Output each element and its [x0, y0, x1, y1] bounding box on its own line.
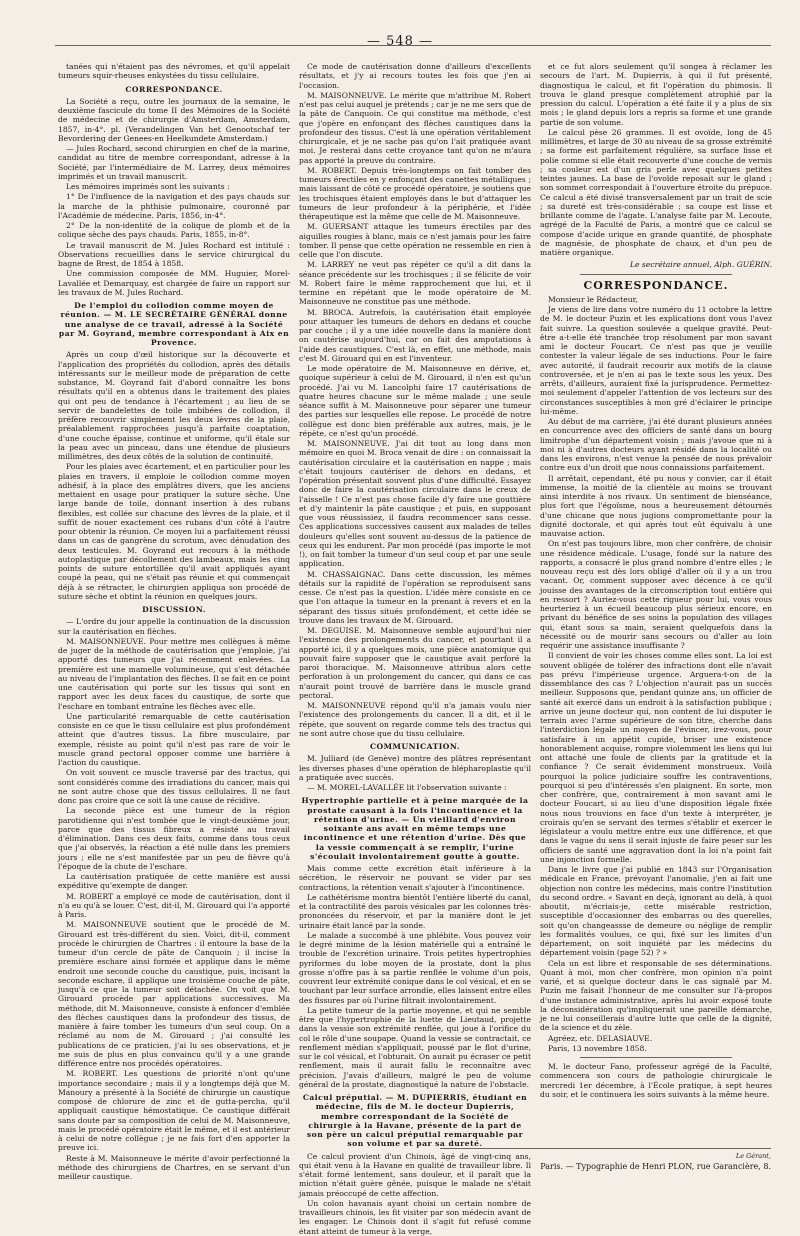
paragraph: 2° De la non-identité de la colique de plomb et de la colique sèche des pays chauds. Paris, 1855, in-8°. — [58, 221, 290, 240]
paragraph: tanées qui n'étaient pas des névromes, et qu'il appelait tumeurs squir-rheuses enkystées du tissu cellulaire. — [58, 62, 290, 81]
paragraph: M. le docteur Fano, professeur agrégé de la Faculté, commencera son cours de pathologie chirurgicale le mercredi 1er décembre, à l'École pratique, à sept heures du soir, et le continuera les soirs suivants à la même heure. — [540, 1062, 772, 1099]
paragraph: M. ROBERT. Depuis très-longtemps on fait tomber des tumeurs érectiles en y enfonçant des canettes métalliques ; mais laissant de côté ce procédé opératoire, je soutiens que les trochisques étaient employés dans le but d'attaquer les tumeurs de leur profondeur à la périphérie, et l'idée thérapeutique est la même que celle de M. Maisonneuve. — [299, 165, 531, 221]
paragraph: Monsieur le Rédacteur, — [548, 294, 638, 304]
paragraph: Ce mode de cautérisation donne d'ailleurs d'excellents résultats, et j'y ai recours toutes les fois que j'en ai l'occasion. — [299, 62, 531, 90]
section-title: CORRESPONDANCE. — [583, 278, 729, 292]
paragraph: — L'ordre du jour appelle la continuation de la discussion sur la cautérisation en flèches. — [58, 617, 290, 636]
signature: Le secrétaire annuel, Alph. GUÉRIN. — [629, 260, 772, 270]
section-heading: CORRESPONDANCE. — [125, 84, 223, 94]
divider — [580, 274, 732, 275]
paragraph: Le calcul pèse 26 grammes. Il est ovoïde, long de 45 millimètres, et large de 30 au niveau de sa grosse extrémité ; sa forme est parfaitement régulière, sa surface lisse et polie comme si elle était recouverte d'une couche de vernis ; sa couleur est d'un gris perle avec quelques petites teintes jaunes. La base de l'ovoïde reposait sur le gland ; son sommet correspondait à l'ouverture étroite du prépuce. Ce calcul a été divisé transversalement par un trait de scie ; sa dureté est très-considérable ; sa coupe est lisse et brillante comme de l'agate. L'analyse faite par M. Lecoute, agrégé de la Faculté de Paris, a montré que ce calcul se compose d'acide urique en grande quantité, de phosphate de magnésie, de phosphate de chaux, et d'un peu de matière organique. — [540, 127, 772, 257]
header-rule — [55, 45, 771, 46]
paragraph: M. MAISONNEUVE. Pour mettre mes collègues à même de juger de la méthode de cautérisation que j'emploie, j'ai apporté des tumeurs que j'ai récemment enlevées. La première est une mamelle volumineuse, qui s'est détachée au niveau de l'implantation des flèches. Il se fait en ce point une cautérisation qui porte sur les tissus qui sont en rapport avec les deux faces du caustique, de sorte que l'eschare en tombant entraîne les flèches avec elle. — [58, 636, 290, 711]
paragraph: Dans le livre que j'ai publié en 1843 sur l'Organisation médicale en France, prévoyant l'anomalie, j'en ai fait une objection non contre les médecins, mais contre l'institution du second ordre. « Savant en deçà, ignorant au delà, à quoi aboutit, m'écriais-je, cette misérable restriction, susceptible d'occasionner des embarras ou des querelles, soit qu'on changeassse de demeure ou néglige de remplir les formalités voulues, ce qui, fixé sur les limites d'un département, on soit inquiété par les médecins du département voisin (page 52) ? » — [540, 865, 772, 958]
paragraph: — M. MOREL-LAVALLÉE lit l'observation suivante : — [307, 783, 507, 792]
paragraph: Il convient de voir les choses comme elles sont. La loi est souvent obligée de tolérer des infractions dont elle n'avait pas prévu l'impérieuse urgence. Arguera-t-on de la dissemblance des cas ? L'objection n'aurait pas un succès meilleur. Supposons que, pendant quinze ans, un officier de santé ait exercé dans un endroit à la satisfaction publique ; arrive un jeune docteur qui, non content de lui disputer le terrain avec l'arme supérieure de son titre, cherche dans l'interdiction légale un moyen de l'évincer, irez-vous, pour satisfaire à un appétit cupide, briser une existence honorablement acquise, rompre violemment les liens qui lui ont attaché une foule de clients par la gratitude et la confiance ? Ce serait évidemment monstrueux. Voilà pourquoi la police judiciaire souffre les contraventions, pourquoi si peu d'intéressés s'en plaignent. En sorte, mon cher confrère, que, contrairement à mon savant ami le docteur Foucart, si au lieu d'une disposition légale fixée nous nous trouvions en face d'un texte à interpréter, je croirais qu'en se servant des termes s'établir et exercer le législateur a voulu mettre entre eux une différence, et que dans le vague du sens il serait injuste de faire peser sur les officiers de santé une aggravation dont la loi n'a point fait une injonction formelle. — [540, 651, 772, 864]
section-heading: DISCUSSION. — [142, 605, 206, 614]
imprint — [440, 1148, 771, 1171]
paragraph: Après un coup d'œil historique sur la découverte et l'application des propriétés du collodion, après des détails intéressants sur le meilleur mode de préparation de cette substance, M. Goyrand fait d'abord connaître les bons résultats qu'il en a obtenus dans le traitement des plaies qui ont peu de tendance à l'écartement ; au lieu de se servir de bandelettes de toile imbibées de collodion, il préfère recouvrir simplement les deux lèvres de la plaie, préalablement rapprochées jusqu'à parfaite coaptation, d'une couche épaisse, continue et uniforme, qu'il étale sur la peau avec un pinceau, dans une étendue de plusieurs millimètres, des deux côtés de la solution de continuité. — [58, 350, 290, 461]
paragraph: Mais comme cette excrétion était inférieure à la sécrétion, le réservoir ne pouvant se vider par ses contractions, la rétention venait s'ajouter à l'incontinence. — [299, 864, 531, 892]
paragraph: La seconde pièce est une tumeur de la région parotidienne qui n'est tombée que le vingt-deuxième jour, parce que des tissus fibreux a résisté au travail d'élimination. Dans ces deux faits, comme dans tous ceux que j'ai observés, la réaction a été nulle dans les premiers jours ; elle ne s'est manifestée par un peu de fièvre qu'à l'époque de la chute de l'eschare. — [58, 806, 290, 871]
paragraph: Le travail manuscrit de M. Jules Rochard est intitulé : Observations recueillies dans le service chirurgical du bagne de Brest, de 1854 à 1858. — [58, 240, 290, 268]
paragraph: Cela un est libre et responsable de ses déterminations. Quant à moi, mon cher confrère, mon opinion n'a point varié, et si quelque docteur dans le cas signalé par M. Puzin me faisait l'honneur de me consulter sur l'à-propos d'une instance administrative, après lui avoir exposé toute la déconsidération qu'impliquerait une pareille démarche, je ne lui conseillerais d'autre lutte que celle de la dignité, de la science et du zèle. — [540, 958, 772, 1033]
paragraph: M. MAISONNEUVE. Le mérite que m'attribue M. Robert n'est pas celui auquel je prétends ; car je ne me sers que de la pâte de Canquoin. Ce qui constitue ma méthode, c'est que j'opère en enfonçant des flèches caustiques dans la profondeur des tissus. C'est là une opération véritablement chirurgicale, et je ne sache pas qu'on l'ait pratiquée avant moi. Je resterai dans cette croyance tant qu'on ne m'aura pas apporté la preuve du contraire. — [299, 90, 531, 165]
paragraph: M. ROBERT a employé ce mode de cautérisation, dont il n'a eu qu'à se louer. C'est, dit-il, M. Girouard qui l'a apporté à Paris. — [58, 891, 290, 919]
paragraph: La Société a reçu, outre les journaux de la semaine, le deuxième fascicule du tome II des Mémoires de la Société de médecine et de chirurgie d'Amsterdam, Amsterdam, 1857, in-4°. pl. (Verandelingen Van het Genootschaf ter Bevordering der Genees-en Heelkundete Amsterdam.) — [58, 96, 290, 143]
paragraph: Le cathétérisme montra bientôt l'entière liberté du canal, et la contractilité des parois vésicales par les colonnes très-prononcées du réservoir, et par la manière dont le jet urinaire était lancé par la sonde. — [299, 892, 531, 930]
paragraph: On voit souvent ce muscle traversé par des tractus, qui sont considérés comme des irradiations du cancer, mais qui ne sont autre chose que des tissus cellulaires. Il ne faut donc pas croire que ce soit là une cause de récidive. — [58, 768, 290, 805]
paragraph: Au début de ma carrière, j'ai été durant plusieurs années en concurrence avec des officiers de santé dans un bourg limitrophe d'un département voisin ; mais j'avoue que ni à moi ni à d'autres docteurs ayant résidé dans la localité ou dans les environs, n'est venue la pensée de nous prévaloir contre eux d'un droit que nous connaissions parfaitement. — [540, 417, 772, 473]
paragraph: Le malade a succombé à une phlébite. Vous pouvez voir le degré minime de la lésion matérielle qui a entraîné le trouble de l'excrétion urinaire. Trois petites hypertrophies pyriformes du lobe moyen de la prostate, dont la plus grosse n'offre pas à sa partie renflée le volume d'un pois, couvrent leur extrémité conique dans le col vésical, et en se touchant par leur surface arrondie, elles laissent entre elles des fissures par où l'urine filtrait involontairement. — [299, 930, 531, 1005]
paragraph: M. GUERSANT attaque les tumeurs érectiles par des aiguilles rougies à blanc, mais ce n'est jamais pour les faire tomber. Il pense que cette opération ne ressemble en rien à celle que l'on discute. — [299, 222, 531, 259]
paragraph: M. MAISONNEUVE répond qu'il n'a jamais voulu nier l'existence des prolongements du cancer. Il a dit, et il le répète, que souvent on regarde comme tels des tractus qui ne sont autre chose que du tissu cellulaire. — [299, 701, 531, 738]
paragraph: Paris, 13 novembre 1858. — [548, 1043, 647, 1053]
paragraph: Pour les plaies avec écartement, et en particulier pour les plaies en travers, il emploie le collodion comme moyen adhésif, à la place des emplâtres divers, que les anciens mettaient en usage pour pratiquer la suture sèche. Une large bande de toile, donnant insertion à des rubans flexibles, est collée sur chacune des lèvres de la plaie, et il suffit de nouer exactement ces rubans d'un côté à l'autre pour obtenir la réunion. Ce moyen lui a parfaitement réussi dans un cas de gangrène du scrotum, avec dénudation des deux testicules. M. Goyrand eut recours à la méthode autoplastique par décollement des lambeaux, mais les cinq points de suture entortillée qu'il avait appliqués ayant coupé la peau, qui ne s'était pas réunie et qui commençait déjà à se rétracter, le chirurgien appliqua son procédé de suture sèche et obtint la réunion en quelques jours. — [58, 462, 290, 601]
section-heading: Calcul préputial. — M. DUPIERRIS, étudiant en médecine, fils de M. le docteur Dupierris, membre correspondant de la Société de chirurgie à la Havane, présente de la part de son père un calcul préputial remarquable par son volume et par sa dureté. — [302, 1093, 528, 1149]
paragraph: et ce fut alors seulement qu'il songea à réclamer les secours de l'art. M. Dupierris, à qui il fut présenté, diagnostiqua le calcul, et fit l'opération du phimosis. Il trouva le gland presque complètement atrophié par la pression du calcul. L'opération a été faite il y a plus de six mois ; le gland depuis lors a repris sa forme et une grande partie de son volume. — [540, 62, 772, 127]
paragraph: Une particularité remarquable de cette cautérisation consiste en ce que le tissu cellulaire est plus profondément atteint que d'autres tissus. La fibre musculaire, par exemple, résiste au point qu'il n'est pas rare de voir le muscle grand pectoral opposer comme une barrière à l'action du caustique. — [58, 711, 290, 767]
paragraph: M. ROBERT. Les questions de priorité n'ont qu'une importance secondaire ; mais il y a longtemps déjà que M. Manoury a présenté à la Société de chirurgie un caustique composé de chlorure de zinc et de gutta-percha, qu'il appliquait caustique hémostatique. Ce caustique différait sans doute par sa composition de celui de M. Maisonneuve, mais le procédé opératoire était le même, et il est antérieur à celui de notre collègue ; je ne fais fort d'en apporter la preuve ici. — [58, 1069, 290, 1153]
paragraph: M. BROCA. Autrefois, la cautérisation était employée pour attaquer les tumeurs de dehors en dedans et couche par couche ; il y a une idée nouvelle dans la manière dont on cautérise aujourd'hui, car on fait des amputations à l'aide des caustiques. C'est là, en effet, une méthode, mais c'est M. Girouard qui en est l'inventeur. — [299, 307, 531, 363]
divider — [580, 1057, 732, 1058]
paragraph: Une commission composée de MM. Huguier, Morel-Lavallée et Demarquay, est chargée de faire un rapport sur les travaux de M. Jules Rochard. — [58, 269, 290, 297]
paragraph: La petite tumeur de la partie moyenne, et qui ne semble être que l'hypertrophie de la luette de Lieutaud, projette dans la vessie son extrémité renflée, qui joue à l'orifice du col le rôle d'une soupape. Quand la vessie se contractait, ce renflement médian s'appliquait, poussé par le flot d'urine, sur le col vésical, et l'obturait. On aurait pu écraser ce petit renflement, mais il aurait fallu le reconnaître avec précision. J'avais d'ailleurs, malgré le peu de volume général de la prostate, diagnostiqué la nature de l'obstacle. — [299, 1005, 531, 1089]
column-left — [58, 62, 290, 1181]
gerant-signature: Le Gérant, — [735, 1152, 771, 1160]
paragraph: M. DEGUISE. M. Maisonneuve semble aujourd'hui nier l'existence des prolongements du cancer, et pourtant il a apporté ici, il y a quelques mois, une pièce anatomique qui pouvait faire supposer que le caustique avait perforé la paroi thoracique. M. Maisonneuve attribua alors cette perforation à un prolongement du cancer, qui dans ce cas n'aurait point trouvé de barrière dans le muscle grand pectoral. — [299, 626, 531, 700]
column-middle — [299, 62, 531, 1236]
page-number: — 548 — — [366, 34, 434, 49]
paragraph: Je viens de lire dans votre numéro du 11 octobre la lettre de M. le docteur Puzin et les explications dont vous l'avez fait suivre. La question soulevée a quelque gravité. Peut-être a-t-elle été tranchée trop résolument par mon savant ami le docteur Foucart. Ce n'est pas que je veuille contester la valeur légale de ses inductions. Pour le faire avec autorité, il faudrait recourir aux motifs de la clause controversée, et je n'en ai pas le texte sous les yeux. Des arrêts, d'ailleurs, auraient fixé la jurisprudence. Permettez-moi seulement d'appeler l'attention de vos lecteurs sur des circonstances susceptibles à mon gré d'éclairer le principe lui-même. — [540, 305, 772, 416]
paragraph: Le mode opératoire de M. Maisonneuve en dérive, et, quoique supérieur à celui de M. Girouard, il n'en est qu'un procédé. J'ai vu M. Lancolphi faire 17 cautérisations de quatre heures chacune sur le même malade ; une seule séance suffit à M. Maisonneuve pour séparer une tumeur des parties sur lesquelles elle repose. Le procédé de notre collègue est donc bien préférable aux autres, mais, je le répète, ce n'est qu'un procédé. — [299, 364, 531, 438]
paragraph: Agréez, etc. DELASIAUVE. — [548, 1033, 653, 1043]
paragraph: 1° De l'influence de la navigation et des pays chauds sur la marche de la phthisie pulmonaire, couronné par l'Académie de médecine. Paris, 1856, in-4°. — [58, 192, 290, 220]
paragraph: M. MAISONNEUVE soutient que le procédé de M. Girouard est très-différent du sien. Voici, dit-il, comment procède le chirurgien de Chartres : il entoure la base de la tumeur d'un cercle de pâte de Canquoin ; il incise la première eschare ainsi formée et applique dans le même endroit une seconde couche du caustique, puis, incisant la seconde eschare, il applique une troisième couche de pâte, jusqu'à ce que la tumeur soit détachée. On voit que M. Girouard procède par applications successives. Ma méthode, dit M. Maisonneuve, consiste à enfoncer d'emblée des flèches caustiques dans la profondeur des tissus, de manière à faire tomber les tumeurs d'un seul coup. On a réclamé au nom de M. Girouard ; j'ai consulté les publications de ce praticien, j'ai lu ses observations, et je me suis de plus en plus convaincu qu'il y a une grande différence entre nos procédés opératoires. — [58, 920, 290, 1068]
paragraph: M. CHASSAIGNAC. Dans cette discussion, les mêmes détails sur la rapidité de l'opération se reproduisent sans cesse. Ce n'est pas la question. L'idée mère consiste en ce que l'on attaque la tumeur en la prenant à revers et en la séparant des tissus situés profondément, et cette idée se trouve dans les travaux de M. Girouard. — [299, 569, 531, 625]
paragraph: On n'est pas toujours libre, mon cher confrère, de choisir une résidence médicale. L'usage, fondé sur la nature des rapports, a consacré le plus grand nombre d'entre elles ; le nouveau reçu est dès lors obligé d'aller où il y a un trou vacant. Or, comment supposer avec décence à ce qu'il jouisse des avantages de la circonscription tout entière qui en ressort ? Auriez-vous cette rigueur pour lui, vous vous heurteriez à un écueil beaucoup plus sérieux encore, en privant du bénéfice de ses soins la population des villages qui, étant sous sa main, seraient quelquefois dans la nécessité ou de mourir sans secours ou d'aller au loin requérir une assistance insuffisante ? — [540, 539, 772, 650]
paragraph: M. Julliard (de Genève) montre des plâtres représentant les diverses phases d'une opération de blépharoplastie qu'il a pratiquée avec succès. — [299, 754, 531, 782]
section-heading: De l'emploi du collodion comme moyen de réunion. — M. LE SECRÉTAIRE GÉNÉRAL donne une analyse de ce travail, adressé à la Société par M. Goyrand, membre correspondant à Aix en Provence. — [58, 301, 290, 347]
paragraph: — Jules Rochard, second chirurgien en chef de la marine, candidat au titre de membre correspondant, adresse à la Société, par l'intermédiaire de M. Larrey, deux mémoires imprimés et un travail manuscrit. — [58, 144, 290, 181]
paragraph: M. LARREY ne veut pas répéter ce qu'il a dit dans la séance précédente sur les trochisques ; il se félicite de voir M. Robert faire le même rapprochement que lui, et il termine en répétant que le mode opératoire de M. Maisonneuve ne constitue pas une méthode. — [299, 260, 531, 307]
paragraph: Un colon havanais ayant choisi un certain nombre de travailleurs chinois, les fit visiter par son médecin avant de les engager. Le Chinois dont il s'agit fut refusé comme étant atteint de tumeur à la verge, — [299, 1198, 531, 1236]
paragraph: Il arrêtait, cependant, été pu nous y convier, car il était immense, la moitié de la clientèle au moins se trouvant ainsi interdite à nos rivaux. Un sentiment de bienséance, plus fort que l'égoïsme, nous a heureusement détournés d'une chicane que nous jugions compromettante pour la dignité doctorale, et qui après tout eût équivalu à une mauvaise action. — [540, 473, 772, 538]
paragraph: Les mémoires imprimés sont les suivants : — [66, 182, 230, 191]
paragraph: La cautérisation pratiquée de cette manière est aussi expéditive qu'exempte de danger. — [58, 872, 290, 891]
paragraph: Ce calcul provient d'un Chinois, âgé de vingt-cinq ans, qui était venu à la Havane en qualité de travailleur libre. Il s'était formé lentement, sans douleur, et il paraît que la miction n'était guère gênée, puisque le malade ne s'était jamais préoccupé de cette affection. — [299, 1151, 531, 1198]
section-heading: Hypertrophie partielle et à peine marquée de la prostate causant à la fois l'incontinence et la rétention d'urine. — Un vieillard d'environ soixante ans avait en même temps une incontinence et une rétention d'urine. Dès que la vessie commençait à se remplir, l'urine s'écoulait involontairement goutte à goutte. — [301, 796, 529, 861]
paragraph: M. MAISONNEUVE. J'ai dit tout au long dans mon mémoire en quoi M. Broca venait de dire : on connaissait la cautérisation circulaire et la cautérisation en nappe ; mais c'était toujours cautériser de dehors en dedans, et l'opération présentait souvent plus d'une difficulté. Essayez donc de faire la cautérisation circulaire dans le creux de l'aisselle ! Ce n'est pas chose facile d'y faire une gouttière et d'y maintenir la pâte caustique ; et puis, en supposant que vous réussissiez, il faudra recommencer sans cesse. Ces applications successives causent aux malades de telles douleurs qu'elles sont souvent au-dessus de la patience de ceux qui les endurent. Par mon procédé (pas importe le mot !), on fait tomber la tumeur d'un seul coup et par une seule application. — [299, 439, 531, 569]
column-right — [540, 62, 772, 1162]
paragraph: Reste à M. Maisonneuve le mérite d'avoir perfectionné la méthode des chirurgiens de Chartres, en se servant d'un meilleur caustique. — [58, 1153, 290, 1181]
section-heading: COMMUNICATION. — [369, 742, 461, 751]
printer-line: Paris. — Typographie de Henri PLON, rue Garancière, 8. — [540, 1162, 771, 1171]
